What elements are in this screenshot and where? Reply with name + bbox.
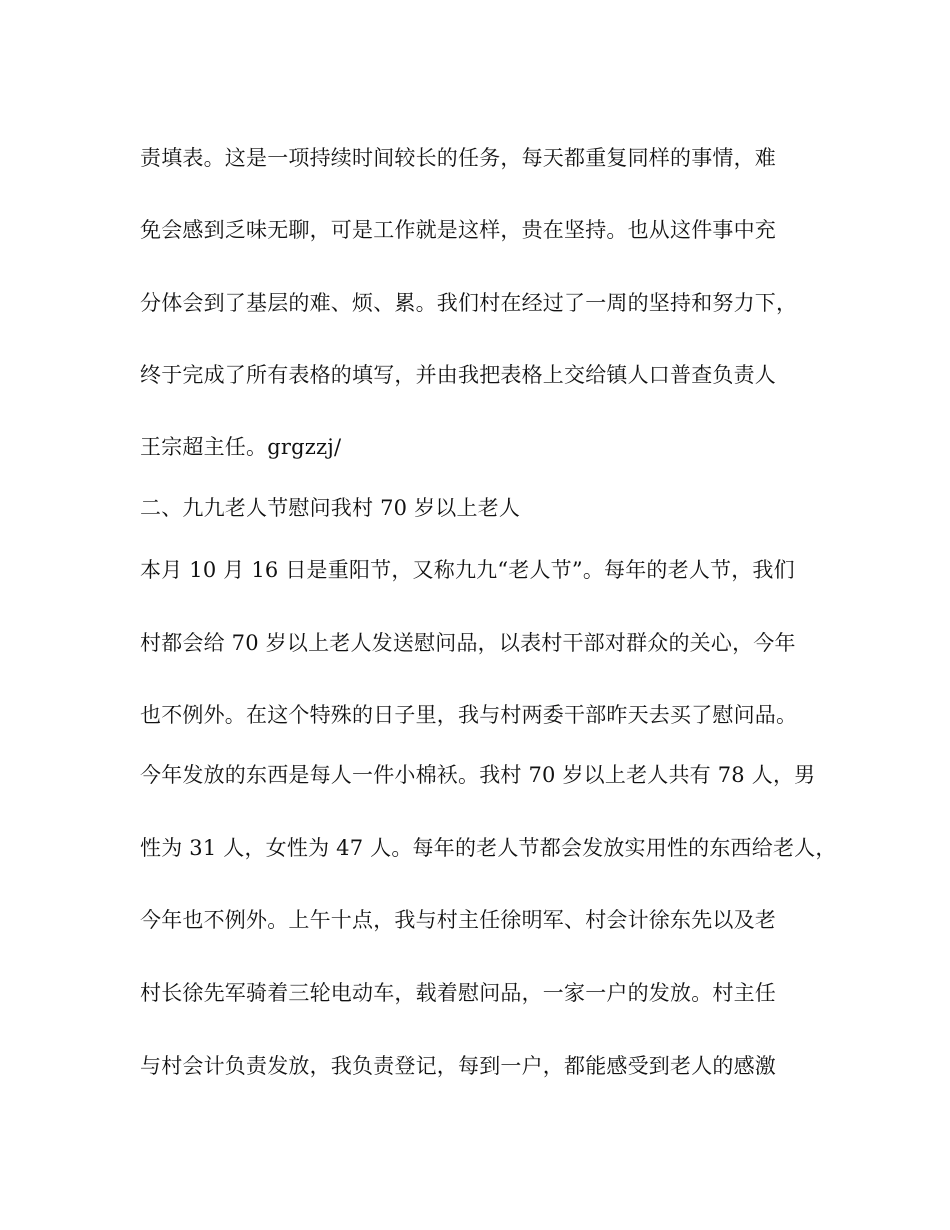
- text-line: 终于完成了所有表格的填写，并由我把表格上交给镇人口普查负责人: [140, 363, 776, 387]
- text-line: 本月 10 月 16 日是重阳节，又称九九“老人节”。每年的老人节，我们: [140, 558, 795, 582]
- text-line: 也不例外。在这个特殊的日子里，我与村两委干部昨天去买了慰问品。: [140, 703, 798, 727]
- text-line: 村长徐先军骑着三轮电动车，载着慰问品，一家一户的发放。村主任: [140, 981, 776, 1005]
- text-line: 与村会计负责发放，我负责登记，每到一户，都能感受到老人的感激: [140, 1054, 776, 1078]
- text-line: 免会感到乏味无聊，可是工作就是这样，贵在坚持。也从这件事中充: [140, 218, 776, 242]
- text-line: 村都会给 70 岁以上老人发送慰问品，以表村干部对群众的关心，今年: [140, 631, 796, 655]
- text-line: 今年也不例外。上午十点，我与村主任徐明军、村会计徐东先以及老: [140, 908, 776, 932]
- text-line: 分体会到了基层的难、烦、累。我们村在经过了一周的坚持和努力下，: [140, 291, 798, 315]
- text-line: 今年发放的东西是每人一件小棉袄。我村 70 岁以上老人共有 78 人，男: [140, 763, 816, 787]
- section-heading: 二、九九老人节慰问我村 70 岁以上老人: [140, 496, 521, 520]
- text-line: 性为 31 人，女性为 47 人。每年的老人节都会发放实用性的东西给老人，: [140, 836, 837, 860]
- text-line: 王宗超主任。grgzzj/: [140, 435, 342, 459]
- text-line: 责填表。这是一项持续时间较长的任务，每天都重复同样的事情，难: [140, 146, 776, 170]
